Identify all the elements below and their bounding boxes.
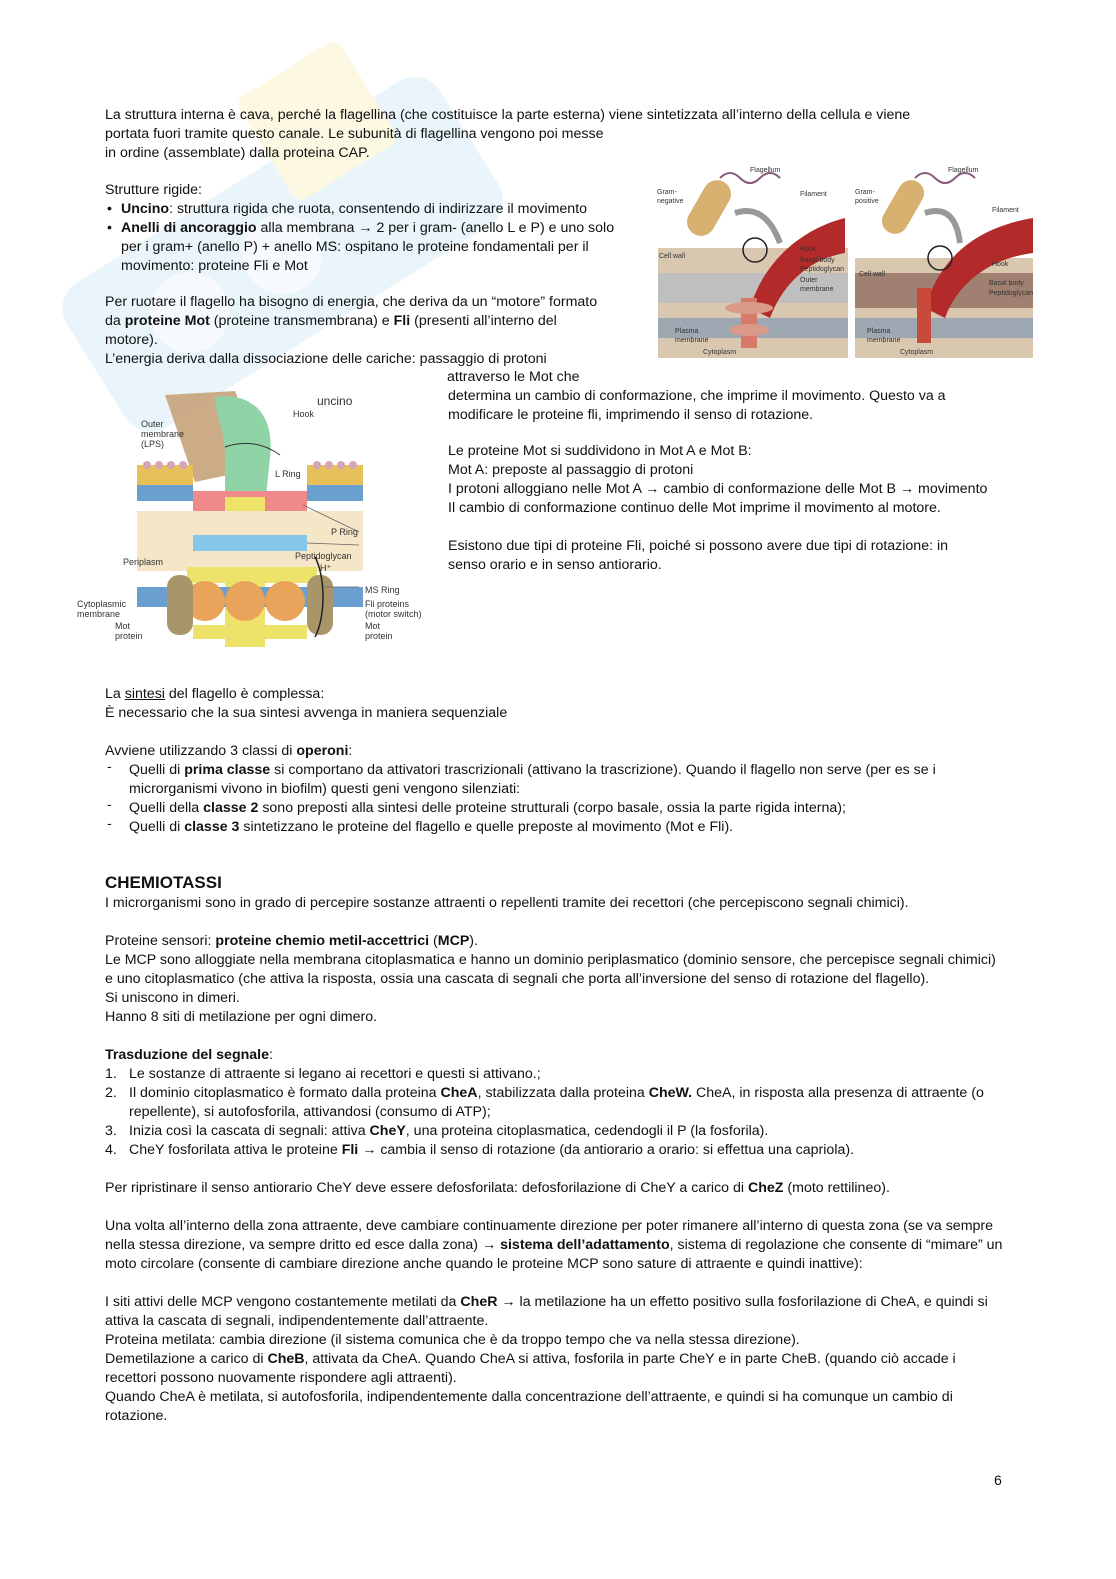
synthesis-section: La sintesi del flagello è complessa: È necessario che la sua sintesi avvenga in maniera sequenziale Avviene utilizzando 3 classi di operoni: - Quelli di prima classe si comportano da attivatori trascrizionali (attivano la trascrizione). Quando il flagello non serve (per es se i microrganismi vivono in biofilm) questi geni vengono silenziati: - Quelli della classe 2 sono preposti alla sintesi delle proteine strutturali (corpo basale, ossia la parte rigida interna); - Quelli di classe 3 sintetizzano le proteine del flagello e quelle preposte al movimento (Mot e Fli). [105,685,1005,837]
svg-text:Outer: Outer [141,419,164,429]
operon-class-1: - Quelli di prima classe si comportano da attivatori trascrizionali (attivano la trascrizione). Quando il flagello non serve (per es se i microrganismi vivono in biofilm) questi geni vengono silenziati: [105,761,1005,799]
transduction-step-1: 1. Le sostanze di attraente si legano ai recettori e questi si attivano.; [105,1066,541,1082]
rigid-list [105,200,625,276]
svg-text:Basal body: Basal body [989,280,1024,287]
svg-text:membrane: membrane [800,286,834,293]
svg-text:Flagellum: Flagellum [750,167,781,174]
intro-line-1: La struttura interna è cava, perché la flagellina (che costituisce la parte esterna) viene sintetizzata all’interno della cellula e viene [105,107,911,123]
svg-text:Peptidoglycan: Peptidoglycan [295,551,352,561]
transduction-step-4: 4. CheY fosforilata attiva le proteine Fli → cambia il senso di rotazione (da antiorario a orario: si effettua una capriola). [105,1142,855,1158]
svg-text:Cytoplasm: Cytoplasm [900,349,934,356]
operon-class-3: - Quelli di classe 3 sintetizzano le proteine del flagello e quelle preposte al movimento (Mot e Fli). [105,818,1005,837]
svg-text:Peptidoglycan: Peptidoglycan [989,290,1033,297]
svg-text:Fli proteins: Fli proteins [365,599,410,609]
svg-text:(motor switch): (motor switch) [365,609,422,619]
svg-text:positive: positive [855,198,879,205]
svg-text:Flagellum: Flagellum [948,167,979,174]
svg-text:Hook: Hook [800,246,817,253]
svg-text:Filament: Filament [992,207,1019,214]
svg-text:Mot: Mot [365,621,381,631]
section-title-chemiotassi: CHEMIOTASSI [105,873,222,892]
svg-text:Gram-: Gram- [657,189,677,196]
svg-text:membrane: membrane [867,337,901,344]
svg-text:Basal body: Basal body [800,257,835,264]
svg-text:H⁺: H⁺ [320,563,332,573]
flagellar-motor-figure [75,387,430,647]
svg-text:MS Ring: MS Ring [365,585,400,595]
intro-line-3: in ordine (assemblate) dalla proteina CAP. [105,145,370,161]
mot-paragraph: Le proteine Mot si suddividono in Mot A e Mot B: Mot A: preposte al passaggio di protoni I protoni alloggiano nelle Mot A → cambio di conformazione delle Mot B → movimento Il cambio di conformazione continuo delle Mot imprime il movimento al motore. Esistono due tipi di proteine Fli, poiché si possono avere due tipi di rotazione: in senso orario e in senso antiorario. [448,443,988,573]
rigid-title: Strutture rigide: [105,182,202,198]
svg-text:Mot: Mot [115,621,131,631]
gram-negative-panel [657,167,848,358]
svg-text:protein: protein [115,631,143,641]
svg-text:Peptidoglycan: Peptidoglycan [800,266,844,273]
svg-text:(LPS): (LPS) [141,439,165,449]
rigid-structures [105,181,625,276]
gram-positive-panel [855,167,1033,358]
page-number: 6 [994,1473,1002,1489]
chemotaxis-section: CHEMIOTASSI I microrganismi sono in grado di percepire sostanze attraenti o repellenti tramite dei recettori (che percepiscono segnali chimici). Proteine sensori: proteine chemio metil-accettrici (MCP). Le MCP sono alloggiate nella membrana citoplasmatica e hanno un dominio periplasmatico (dominio sensore, che percepisce segnali chimici) e uno citoplasmatico (che attiva la risposta, ossia una cascata di segnali che porta all’inversione del senso di rotazione del flagello). Si uniscono in dimeri. Hanno 8 siti di metilazione per ogni dimero. Trasduzione del segnale: 1. Le sostanze di attraente si legano ai recettori e questi si attivano.; 2. Il dominio citoplasmatico è formato dalla proteina CheA, stabilizzata dalla proteina CheW. CheA, in risposta alla presenza di attraente (o repellente), si autofosforila, attivandosi (consumo di ATP); 3. Inizia così la cascata di segnali: attiva CheY, una proteina citoplasmatica, cedendogli il P (la fosforila). 4. CheY fosforilata attiva le proteine Fli → cambia il senso di rotazione (da antiorario a orario: si effettua una capriola). Per ripristinare il senso antiorario CheY deve essere defosforilata: defosforilazione di CheY a carico di CheZ (moto rettilineo). Una volta all’interno della zona attraente, deve cambiare continuamente direzione per poter rimanere all’interno di questa zona (se va sempre nella stessa direzione, va sempre dritto ed esce dalla zona) → sistema dell’adattamento, sistema di regolazione che consente di “mimare” un moto circolare (consente di cambiare direzione anche quando le proteine MCP sono sature di attraente e quindi inattive): I siti attivi delle MCP vengono costantemente metilati da CheR → la metilazione ha un effetto positivo sulla fosforilazione di CheA, e quindi si attiva la cascata di segnali, indipendentemente dall’attraente. Proteina metilata: cambia direzione (il sistema comunica che è da troppo tempo che va nella stessa direzione). Demetilazione a carico di CheB, attivata da CheA. Quando CheA si attiva, fosforila in parte CheY e in parte CheB. (quando ciò accade i recettori possono nuovamente rispondere agli attraenti). Quando CheA è metilata, si autofosforila, indipendentemente dalla concentrazione dell’attraente, e quindi si ha comunque un cambio di rotazione. [105,872,1005,1426]
svg-text:Plasma: Plasma [675,328,699,335]
flagellum-gram-figure [655,158,1035,362]
operon-class-2: - Quelli della classe 2 sono preposti alla sintesi delle proteine strutturali (corpo basale, ossia la parte rigida interna); [105,799,1005,818]
energy-line-f: determina un cambio di conformazione, che imprime il movimento. Questo va a modificare le proteine fli, imprimendo il senso di rotazione. [448,388,946,423]
energy-paragraph: Per ruotare il flagello ha bisogno di energia, che deriva da un “motore” formato da proteine Mot (proteine transmembrana) e Fli (presenti all’interno del motore). L’energia deriva dalla dissociazione delle cariche: passaggio di protoni [105,294,598,367]
operon-list [105,761,1005,837]
svg-text:Cell wall: Cell wall [659,253,686,260]
svg-text:membrane: membrane [141,429,185,439]
rigid-item-uncino: • Uncino: struttura rigida che ruota, consentendo di indirizzare il movimento [105,200,625,219]
svg-text:Cytoplasm: Cytoplasm [703,349,737,356]
svg-text:membrane: membrane [675,337,709,344]
svg-text:membrane: membrane [77,609,121,619]
intro-line-2: portata fuori tramite questo canale. Le subunità di flagellina vengono poi messe [105,126,604,142]
svg-text:P Ring: P Ring [331,527,358,537]
svg-text:Periplasm: Periplasm [123,557,164,567]
svg-text:Outer: Outer [800,277,818,284]
svg-text:uncino: uncino [317,394,353,408]
svg-text:negative: negative [657,198,684,205]
svg-text:Plasma: Plasma [867,328,891,335]
svg-text:protein: protein [365,631,393,641]
svg-text:Hook: Hook [992,261,1009,268]
intro-paragraph [105,106,1005,163]
transduction-step-3: 3. Inizia così la cascata di segnali: attiva CheY, una proteina citoplasmatica, cedendogli il P (la fosforila). [105,1123,769,1139]
svg-text:Filament: Filament [800,191,827,198]
transduction-step-2: 2. Il dominio citoplasmatico è formato dalla proteina CheA, stabilizzata dalla proteina CheW. CheA, in risposta alla presenza di attraente (o repellente), si autofosforila, attivandosi (consumo di ATP); [105,1085,984,1120]
svg-text:L Ring: L Ring [275,469,301,479]
transduction-list [105,1065,1005,1160]
svg-text:Hook: Hook [293,409,315,419]
svg-text:Cell wall: Cell wall [859,271,886,278]
svg-text:Cytoplasmic: Cytoplasmic [77,599,127,609]
svg-text:Gram-: Gram- [855,189,875,196]
rigid-item-anelli: • Anelli di ancoraggio alla membrana → 2 per i gram- (anello L e P) e uno solo per i gram+ (anello P) + anello MS: ospitano le proteine fondamentali per il movimento: proteine Fli e Mot [105,219,625,276]
energy-line-e: attraverso le Mot che [447,369,580,385]
